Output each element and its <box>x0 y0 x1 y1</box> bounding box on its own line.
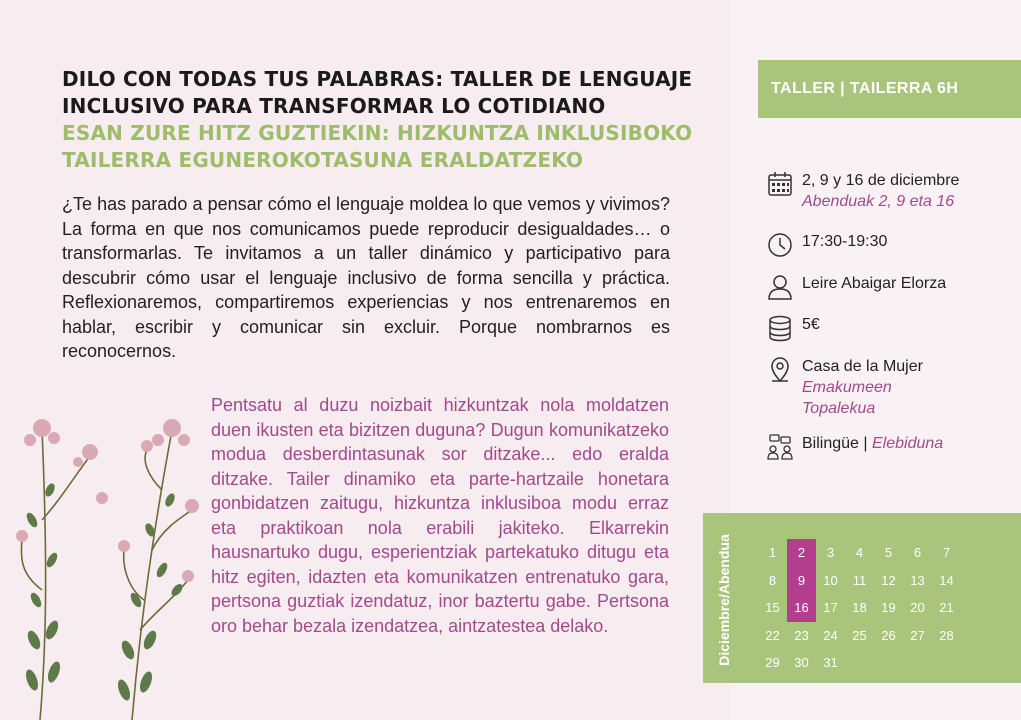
calendar-day-21: 21 <box>939 600 954 615</box>
calendar-month-label <box>709 525 739 675</box>
calendar-day-26: 26 <box>881 627 896 643</box>
date-text: 2, 9 y 16 de diciembre <box>802 172 960 189</box>
calendar-month-text: Diciembre/Abendua <box>716 534 732 666</box>
title-eu-line1: ESAN ZURE HITZ GUZTIEKIN: HIZKUNTZA INKLUSIBOKO <box>62 121 693 145</box>
title-es-line1: DILO CON TODAS TUS PALABRAS: TALLER DE LENGUAJE <box>62 67 693 91</box>
place-text-eu-2: Topalekua <box>802 400 876 417</box>
time-row <box>766 231 887 259</box>
calendar-day-5: 5 <box>884 545 893 560</box>
place-text: Casa de la Mujer <box>802 358 923 375</box>
calendar-day-7: 7 <box>942 545 951 560</box>
calendar-icon <box>766 170 794 198</box>
calendar-day-14: 14 <box>939 572 954 588</box>
calendar <box>703 513 1021 683</box>
time-text: 17:30-19:30 <box>802 233 888 250</box>
calendar-day-31: 31 <box>823 655 838 670</box>
calendar-day-13: 13 <box>910 572 925 588</box>
coins-icon <box>766 314 794 342</box>
calendar-day-19: 19 <box>881 600 896 615</box>
oregano-plant-illustration <box>12 400 202 720</box>
title-es-line2: INCLUSIVO PARA TRANSFORMAR LO COTIDIANO <box>62 94 606 118</box>
date-row <box>766 170 959 212</box>
language-row <box>766 433 943 461</box>
calendar-day-23: 23 <box>794 627 809 643</box>
calendar-day-empty <box>874 649 903 677</box>
place-text-eu-1: Emakumeen <box>802 379 892 396</box>
person-icon <box>766 273 794 301</box>
teacher-row <box>766 273 946 301</box>
language-text-eu: Elebiduna <box>871 435 944 452</box>
description-es: ¿Te has parado a pensar cómo el lenguaje moldea lo que vemos y vivimos? La forma en que nos comunicamos puede reproducir desigualdades… o transformarlas. Te invitamos a un taller dinámico y participativo para descubrir cómo usar el lenguaje inclusivo de forma sencilla y práctica. Reflexionaremos, compartiremos experiencias y nos entrenaremos en hablar, escribir y comunicar sin excluir. Porque nombrarnos es reconocernos. <box>62 194 670 361</box>
calendar-day-4: 4 <box>855 545 864 560</box>
calendar-day-3: 3 <box>826 545 835 560</box>
title-eu <box>62 120 722 174</box>
calendar-day-6: 6 <box>913 545 922 560</box>
calendar-day-10: 10 <box>823 572 838 588</box>
location-pin-icon <box>766 356 794 384</box>
calendar-grid <box>758 539 961 677</box>
calendar-day-1: 1 <box>768 545 777 560</box>
calendar-day-29: 29 <box>765 655 780 670</box>
people-chat-icon <box>766 433 794 461</box>
calendar-day-22: 22 <box>765 627 780 643</box>
calendar-day-12: 12 <box>881 572 896 588</box>
language-text-block <box>802 433 943 454</box>
workshop-tag: TALLER | TAILERRA 6H <box>758 60 1021 118</box>
title-es <box>62 66 722 120</box>
calendar-day-27: 27 <box>910 627 925 643</box>
calendar-day-20: 20 <box>910 600 925 615</box>
calendar-day-16: 16 <box>787 594 816 622</box>
calendar-day-9: 9 <box>787 567 816 595</box>
calendar-day-2: 2 <box>787 539 816 567</box>
teacher-text: Leire Abaigar Elorza <box>802 275 947 292</box>
calendar-day-15: 15 <box>765 600 780 615</box>
calendar-day-25: 25 <box>852 627 867 643</box>
calendar-day-11: 11 <box>852 572 867 588</box>
date-text-eu: Abenduak 2, 9 eta 16 <box>802 193 955 210</box>
date-text-block <box>802 170 959 212</box>
language-text: Bilingüe | <box>802 435 872 452</box>
place-row <box>766 356 923 419</box>
price-row <box>766 314 820 342</box>
calendar-day-24: 24 <box>823 627 838 643</box>
calendar-day-17: 17 <box>823 600 838 615</box>
description-eu: Pentsatu al duzu noizbait hizkuntzak nola moldatzen duen ikusten eta bizitzen duguna? Dugun komunikatzeko modua desberdintasunak sor ditzake... edo eralda ditzake. Tailer dinamiko eta parte-hartzaile honetara gonbidatzen zaitugu, hizkuntza inklusiboa modu erraz eta praktikoan nola erabili jakiteko. Elkarrekin hausnartuko dugu, esperientziak partekatuko ditugu eta hitz egiten, idazten eta komunikatzen entrenatuko gara, pertsona guztiak izendatuz, inor baztertu gabe. Pertsona oro behar bezala izendatzea, aintzatestea delako. <box>211 395 669 636</box>
calendar-day-18: 18 <box>852 600 867 615</box>
calendar-day-8: 8 <box>768 572 777 588</box>
price-text: 5€ <box>802 316 820 333</box>
calendar-day-empty <box>845 649 874 677</box>
place-text-block <box>802 356 923 419</box>
calendar-day-30: 30 <box>794 655 809 670</box>
calendar-day-28: 28 <box>939 627 954 643</box>
calendar-day-empty <box>932 649 961 677</box>
calendar-day-empty <box>903 649 932 677</box>
title-block <box>62 66 722 174</box>
clock-icon <box>766 231 794 259</box>
title-eu-line2: TAILERRA EGUNEROKOTASUNA ERALDATZEKO <box>62 148 584 172</box>
